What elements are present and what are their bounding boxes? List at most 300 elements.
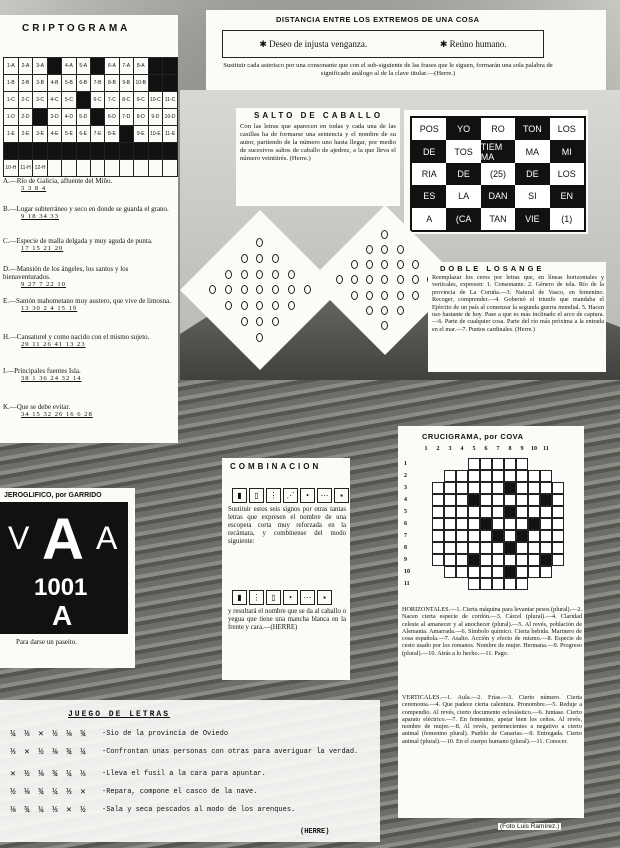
crucigrama-cell[interactable] xyxy=(468,542,480,554)
crucigrama-column-number: 9 xyxy=(520,446,524,452)
criptograma-cell xyxy=(76,160,90,177)
salto-board-cell: LOS xyxy=(550,163,584,185)
combinacion-symbol-box: ▪ xyxy=(317,590,332,605)
losange-cell[interactable] xyxy=(288,270,295,279)
losange-cell[interactable] xyxy=(381,260,388,269)
juego-letras-line xyxy=(6,748,362,757)
combinacion-title: COMBINACION xyxy=(230,462,322,471)
losange-cell[interactable] xyxy=(256,254,263,263)
criptograma-cell: 2-A xyxy=(18,58,33,75)
juego-letras-glyph: ✕ xyxy=(66,805,72,815)
distancia-right-phrase: ✱ Reúno humano. xyxy=(439,38,507,49)
crucigrama-row-number: 5 xyxy=(404,509,407,515)
combinacion-symbol-box: ▯ xyxy=(249,488,264,503)
crucigrama-cell[interactable] xyxy=(480,530,492,542)
crucigrama-cell[interactable] xyxy=(492,578,504,590)
crucigrama-cell[interactable] xyxy=(540,482,552,494)
crucigrama-cell[interactable] xyxy=(444,494,456,506)
crucigrama-cell xyxy=(528,578,540,590)
crucigrama-cell[interactable] xyxy=(516,458,528,470)
crucigrama-cell xyxy=(468,554,480,566)
crucigrama-column-numbers xyxy=(420,446,552,452)
losange-cell[interactable] xyxy=(397,260,404,269)
crucigrama-cell xyxy=(504,506,516,518)
criptograma-clue-text: B.—Lugar subterráneo y seco en donde se guarda el grano. xyxy=(3,205,169,213)
crucigrama-cell xyxy=(528,458,540,470)
crucigrama-cell[interactable] xyxy=(468,530,480,542)
combinacion-symbol-box: • xyxy=(300,488,315,503)
combinacion-symbol-box: ⋮ xyxy=(266,488,281,503)
crucigrama-column-number: 6 xyxy=(484,446,488,452)
crucigrama-cell[interactable] xyxy=(444,506,456,518)
criptograma-cell xyxy=(148,143,163,160)
criptograma-cell: 4-D xyxy=(62,109,76,126)
losange-cell[interactable] xyxy=(288,285,295,294)
losange-cell[interactable] xyxy=(241,254,248,263)
criptograma-cell: 10-H xyxy=(4,160,19,177)
crucigrama-column-number: 3 xyxy=(448,446,452,452)
losange-cell[interactable] xyxy=(397,291,404,300)
crucigrama-cell[interactable] xyxy=(504,578,516,590)
crucigrama-cell[interactable] xyxy=(468,578,480,590)
salto-instructions: Con las letras que aparecen en todas y cada una de las casillas ha de formarse una sentencia y el nombre de su autor, partiendo de la número uno hasta llegar, por medio de sucesivos saltos de caballo de ajedrez, a la que lleva el número veintitrés. (Herre.) xyxy=(240,123,396,162)
crucigrama-cell xyxy=(564,518,576,530)
salto-board-cell: TIEM MA xyxy=(481,140,515,162)
crucigrama-cell[interactable] xyxy=(432,554,444,566)
losange-cell[interactable] xyxy=(256,333,263,342)
crucigrama-cell[interactable] xyxy=(552,554,564,566)
crucigrama-cell xyxy=(420,470,432,482)
losange-cell[interactable] xyxy=(272,301,279,310)
crucigrama-cell[interactable] xyxy=(528,542,540,554)
losange-cell[interactable] xyxy=(225,285,232,294)
criptograma-clue-text: K.—Que se debe evitar. xyxy=(3,403,71,411)
criptograma-cell: 9-C xyxy=(133,92,148,109)
combinacion-text-2: y resultará el nombre que se da al caballo o yegua que tiene una mancha blanca en la frente y cara.—(HERRE) xyxy=(228,608,346,631)
crucigrama-cell[interactable] xyxy=(480,494,492,506)
crucigrama-cell[interactable] xyxy=(456,566,468,578)
juego-letras-glyph: ✕ xyxy=(10,769,16,779)
crucigrama-cell[interactable] xyxy=(540,566,552,578)
crucigrama-cell[interactable] xyxy=(552,506,564,518)
crucigrama-column-number: 7 xyxy=(496,446,500,452)
crucigrama-cell[interactable] xyxy=(516,506,528,518)
criptograma-cell: 4-B xyxy=(47,75,61,92)
crucigrama-cell[interactable] xyxy=(516,518,528,530)
criptograma-clue xyxy=(3,237,173,253)
losange-cell[interactable] xyxy=(351,260,358,269)
crucigrama-cell[interactable] xyxy=(492,458,504,470)
crucigrama-cell[interactable] xyxy=(516,542,528,554)
jeroglifico-panel xyxy=(0,488,135,668)
combinacion-symbol-box: ⋰ xyxy=(283,488,298,503)
juego-letras-glyph: ⅛ xyxy=(52,747,58,757)
juego-letras-clue: -Repara, compone el casco de la nave. xyxy=(102,788,258,796)
crucigrama-cell[interactable] xyxy=(444,554,456,566)
crucigrama-cell[interactable] xyxy=(480,578,492,590)
crucigrama-cell xyxy=(420,506,432,518)
juego-letras-glyph: ½ xyxy=(10,787,16,797)
crucigrama-cell[interactable] xyxy=(504,554,516,566)
crucigrama-column-number: 11 xyxy=(543,446,549,452)
crucigrama-cell[interactable] xyxy=(456,554,468,566)
criptograma-cell xyxy=(163,58,178,75)
criptograma-clue-numbers: 17 15 21 20 xyxy=(21,245,64,252)
salto-board-cell: TON xyxy=(515,118,549,140)
jeroglifico-letter-a-big: A xyxy=(42,507,84,572)
criptograma-cell xyxy=(76,92,90,109)
criptograma-clue-numbers: 13 30 2 4 15 19 xyxy=(21,305,78,312)
criptograma-cell xyxy=(62,160,76,177)
crucigrama-cell[interactable] xyxy=(516,470,528,482)
crucigrama-cell xyxy=(468,494,480,506)
losange-cell[interactable] xyxy=(366,260,373,269)
crucigrama-cell xyxy=(540,554,552,566)
criptograma-cell xyxy=(4,143,19,160)
crucigrama-cell[interactable] xyxy=(468,482,480,494)
crucigrama-cell[interactable] xyxy=(444,566,456,578)
crucigrama-cell[interactable] xyxy=(552,530,564,542)
criptograma-cell: 12-H xyxy=(33,160,48,177)
criptograma-cell: 10-B xyxy=(133,75,148,92)
losange-cell[interactable] xyxy=(412,291,419,300)
salto-board-cell: (CA xyxy=(446,208,480,230)
juego-letras-author: (HERRE) xyxy=(300,828,330,836)
juego-letras-glyph: ½ xyxy=(80,805,86,815)
crucigrama-row-number: 4 xyxy=(404,497,407,503)
crucigrama-cell[interactable] xyxy=(504,458,516,470)
losange-cell[interactable] xyxy=(381,306,388,315)
crucigrama-cell[interactable] xyxy=(468,566,480,578)
crucigrama-cell xyxy=(444,458,456,470)
criptograma-row xyxy=(4,143,178,160)
crucigrama-cell[interactable] xyxy=(540,470,552,482)
crucigrama-cell[interactable] xyxy=(552,494,564,506)
crucigrama-cell[interactable] xyxy=(468,518,480,530)
crucigrama-cell[interactable] xyxy=(528,506,540,518)
crucigrama-cell[interactable] xyxy=(528,530,540,542)
criptograma-cell xyxy=(105,160,119,177)
losange-cell[interactable] xyxy=(241,301,248,310)
criptograma-cell: 5-A xyxy=(76,58,90,75)
criptograma-cell: 4-C xyxy=(47,92,61,109)
juego-letras-glyph: ¼ xyxy=(80,747,86,757)
salto-board-cell: RO xyxy=(481,118,515,140)
photo-credit: (Foto Luis Ramírez.) xyxy=(500,823,560,830)
losange-cell[interactable] xyxy=(366,245,373,254)
crucigrama-cell xyxy=(552,458,564,470)
crucigrama-row-number: 11 xyxy=(404,581,410,587)
juego-letras-symbols xyxy=(6,788,102,797)
losange-cell[interactable] xyxy=(397,306,404,315)
juego-letras-line xyxy=(6,788,362,797)
losange-cell[interactable] xyxy=(241,285,248,294)
crucigrama-cell[interactable] xyxy=(480,554,492,566)
losange-cell[interactable] xyxy=(366,291,373,300)
salto-board-cell: TAN xyxy=(481,208,515,230)
losange-cell[interactable] xyxy=(241,317,248,326)
crucigrama-cell[interactable] xyxy=(528,482,540,494)
crucigrama-cell[interactable] xyxy=(492,542,504,554)
criptograma-cell xyxy=(47,58,61,75)
crucigrama-cell[interactable] xyxy=(432,482,444,494)
jeroglifico-letter-v: V xyxy=(8,520,30,556)
crucigrama-cell xyxy=(540,458,552,470)
crucigrama-cell xyxy=(564,578,576,590)
salto-board-cell: SI xyxy=(515,185,549,207)
losange-cell[interactable] xyxy=(256,285,263,294)
crucigrama-cell[interactable] xyxy=(456,518,468,530)
juego-letras-glyph: ¾ xyxy=(52,769,58,779)
crucigrama-horizontales: HORIZONTALES.—1. Cierta máquina para levantar pesos (plural).—2. Nacen cierta especie de cordón.—3. Cárcel (plural).—4. Claridad celeste al amanecer y al anochecer (plural).—5. Al revés, población de Alemania. Amarrada.—6. Símbolo químico. Cierta bebida. Marinero de cosa española.—7. Asalto. Acción y efecto de mismo.—8. Especie de cesto usado por los romanos. Nombre de mujer. Hermana.—9. Progreso (plural).—10. Atrás a lo hecho.—11. Pago. xyxy=(402,606,582,657)
losange-cell[interactable] xyxy=(366,275,373,284)
criptograma-clue-numbers: 9 27 7 22 10 xyxy=(21,281,66,288)
salto-board-cell: (1) xyxy=(550,208,584,230)
crucigrama-cell[interactable] xyxy=(540,542,552,554)
crucigrama-column-number: 2 xyxy=(436,446,440,452)
juego-letras-glyph: ¾ xyxy=(38,787,44,797)
juego-letras-glyph: ¾ xyxy=(66,747,72,757)
crucigrama-cell xyxy=(420,566,432,578)
criptograma-clue-text: H.—Cansaturel y como nacido con el mismo sujeto. xyxy=(3,333,150,341)
juego-letras-glyph: ½ xyxy=(38,747,44,757)
juego-letras-glyph: ½ xyxy=(24,769,30,779)
losange-cell[interactable] xyxy=(288,301,295,310)
losange-cell[interactable] xyxy=(351,291,358,300)
salto-board-cell: EN xyxy=(550,185,584,207)
crucigrama-cell[interactable] xyxy=(504,530,516,542)
losange-cell[interactable] xyxy=(366,306,373,315)
juego-letras-glyph: ⅓ xyxy=(66,787,72,797)
losange-cell[interactable] xyxy=(397,245,404,254)
criptograma-cell: 1-A xyxy=(4,58,19,75)
crucigrama-cell[interactable] xyxy=(480,566,492,578)
crucigrama-cell xyxy=(540,578,552,590)
crucigrama-cell[interactable] xyxy=(480,458,492,470)
criptograma-clue xyxy=(3,177,173,193)
crucigrama-cell[interactable] xyxy=(528,494,540,506)
crucigrama-cell[interactable] xyxy=(504,494,516,506)
crucigrama-cell xyxy=(432,578,444,590)
crucigrama-cell[interactable] xyxy=(468,458,480,470)
combinacion-symbol-box: ⋯ xyxy=(317,488,332,503)
juego-letras-clue: -Confrontan unas personas con otras para averiguar la verdad. xyxy=(102,748,359,756)
losange-cell[interactable] xyxy=(304,285,311,294)
crucigrama-cell xyxy=(432,470,444,482)
losange-cell[interactable] xyxy=(351,275,358,284)
crucigrama-cell[interactable] xyxy=(516,578,528,590)
losange-cell[interactable] xyxy=(381,321,388,330)
losange-cell[interactable] xyxy=(241,270,248,279)
crucigrama-cell xyxy=(420,494,432,506)
crucigrama-column-number: 8 xyxy=(508,446,512,452)
crucigrama-cell[interactable] xyxy=(480,542,492,554)
crucigrama-cell[interactable] xyxy=(528,470,540,482)
crucigrama-cell[interactable] xyxy=(468,506,480,518)
juego-letras-glyph: ¾ xyxy=(24,805,30,815)
crucigrama-cell[interactable] xyxy=(516,566,528,578)
crucigrama-cell[interactable] xyxy=(492,566,504,578)
crucigrama-cell[interactable] xyxy=(540,518,552,530)
criptograma-clue xyxy=(3,297,173,313)
losange-cell[interactable] xyxy=(336,275,343,284)
crucigrama-cell xyxy=(432,566,444,578)
criptograma-grid xyxy=(3,57,178,177)
combinacion-symbol-box: ⋯ xyxy=(300,590,315,605)
combinacion-text-1: Sustituir estos seis signos por otras tantas letras que expresen el nombre de una escopeta corta muy reforzada en la recámara, y combínense del modo siguiente: xyxy=(228,506,346,545)
losange-cell[interactable] xyxy=(412,260,419,269)
crucigrama-cell xyxy=(564,470,576,482)
losange-cell[interactable] xyxy=(256,270,263,279)
criptograma-cell: 9-B xyxy=(119,75,133,92)
crucigrama-cell[interactable] xyxy=(516,494,528,506)
crucigrama-cell[interactable] xyxy=(516,482,528,494)
crucigrama-cell[interactable] xyxy=(432,542,444,554)
crucigrama-column-number: 5 xyxy=(472,446,476,452)
crucigrama-cell[interactable] xyxy=(552,542,564,554)
jeroglifico-letter-a-bottom: A xyxy=(52,600,73,631)
crucigrama-cell xyxy=(564,542,576,554)
losange-cell[interactable] xyxy=(225,270,232,279)
crucigrama-cell xyxy=(552,578,564,590)
crucigrama-cell[interactable] xyxy=(456,506,468,518)
crucigrama-cell[interactable] xyxy=(456,470,468,482)
criptograma-cell: 2-D xyxy=(18,109,33,126)
criptograma-clue-numbers: 3 3 8 4 xyxy=(21,185,47,192)
criptograma-cell xyxy=(148,160,163,177)
losange-cell[interactable] xyxy=(256,317,263,326)
criptograma-cell: 7-E xyxy=(90,126,104,143)
crucigrama-cell[interactable] xyxy=(468,470,480,482)
juego-letras-glyph: ⅓ xyxy=(24,729,30,739)
criptograma-panel xyxy=(0,15,178,443)
crucigrama-cell[interactable] xyxy=(480,470,492,482)
crucigrama-cell xyxy=(564,506,576,518)
losange-cell[interactable] xyxy=(397,275,404,284)
crucigrama-cell[interactable] xyxy=(456,542,468,554)
criptograma-cell: 11-C xyxy=(163,92,178,109)
juego-letras-glyph: ⅛ xyxy=(10,805,16,815)
criptograma-cell xyxy=(163,75,178,92)
crucigrama-row-number: 9 xyxy=(404,557,407,563)
crucigrama-cell[interactable] xyxy=(432,530,444,542)
crucigrama-cell xyxy=(504,566,516,578)
crucigrama-cell xyxy=(564,554,576,566)
crucigrama-row-number: 3 xyxy=(404,485,407,491)
criptograma-clue-text: E.—Santón mahometano muy austero, que vive de limosna. xyxy=(3,297,171,305)
crucigrama-cell[interactable] xyxy=(540,506,552,518)
criptograma-cell: 6-D xyxy=(105,109,119,126)
criptograma-cell xyxy=(163,143,178,160)
crucigrama-cell[interactable] xyxy=(504,518,516,530)
losange-cell[interactable] xyxy=(272,317,279,326)
salto-board-cell: A xyxy=(412,208,446,230)
criptograma-cell: 8-D xyxy=(133,109,148,126)
salto-board-cell: DE xyxy=(515,163,549,185)
combinacion-symbol-box: ▪ xyxy=(334,488,349,503)
crucigrama-cell[interactable] xyxy=(552,518,564,530)
criptograma-cell xyxy=(47,143,61,160)
crucigrama-row-number: 2 xyxy=(404,473,407,479)
criptograma-cell: 2-B xyxy=(18,75,33,92)
crucigrama-cell[interactable] xyxy=(432,494,444,506)
crucigrama-cell[interactable] xyxy=(444,470,456,482)
crucigrama-cell[interactable] xyxy=(504,470,516,482)
crucigrama-cell[interactable] xyxy=(432,518,444,530)
losange-cell[interactable] xyxy=(209,285,216,294)
salto-board-cell: MA xyxy=(515,140,549,162)
crucigrama-cell[interactable] xyxy=(492,470,504,482)
crucigrama-cell[interactable] xyxy=(456,482,468,494)
criptograma-cell xyxy=(119,126,133,143)
criptograma-clue-numbers: 9 18 34 33 xyxy=(21,213,60,220)
losange-cell[interactable] xyxy=(412,275,419,284)
crucigrama-cell[interactable] xyxy=(480,506,492,518)
crucigrama-cell[interactable] xyxy=(492,554,504,566)
crucigrama-cell[interactable] xyxy=(492,482,504,494)
crucigrama-cell[interactable] xyxy=(492,494,504,506)
criptograma-row xyxy=(4,126,178,143)
criptograma-clue xyxy=(3,403,173,419)
criptograma-cell xyxy=(90,160,104,177)
salto-board-cell: LA xyxy=(446,185,480,207)
crucigrama-cell[interactable] xyxy=(492,518,504,530)
crucigrama-cell[interactable] xyxy=(492,506,504,518)
losange-cell[interactable] xyxy=(272,254,279,263)
crucigrama-cell[interactable] xyxy=(528,554,540,566)
juego-letras-line xyxy=(6,770,362,779)
losange-cell[interactable] xyxy=(256,301,263,310)
salto-board-cell: DE xyxy=(412,140,446,162)
crucigrama-column-number: 1 xyxy=(424,446,428,452)
losange-cell[interactable] xyxy=(272,270,279,279)
losange-cell[interactable] xyxy=(381,291,388,300)
criptograma-cell: 3-D xyxy=(47,109,61,126)
crucigrama-cell xyxy=(456,458,468,470)
losange-cell[interactable] xyxy=(381,275,388,284)
criptograma-title: CRIPTOGRAMA xyxy=(22,23,131,34)
crucigrama-cell[interactable] xyxy=(552,482,564,494)
juego-letras-symbols xyxy=(6,748,102,757)
losange-cell[interactable] xyxy=(256,238,263,247)
losange-cell[interactable] xyxy=(381,230,388,239)
crucigrama-cell[interactable] xyxy=(432,506,444,518)
crucigrama-cell[interactable] xyxy=(444,530,456,542)
crucigrama-cell[interactable] xyxy=(516,554,528,566)
crucigrama-cell[interactable] xyxy=(444,482,456,494)
crucigrama-cell[interactable] xyxy=(456,530,468,542)
losange-cell[interactable] xyxy=(225,301,232,310)
crucigrama-cell[interactable] xyxy=(456,494,468,506)
crucigrama-cell[interactable] xyxy=(444,542,456,554)
criptograma-cell: 6-A xyxy=(105,58,119,75)
losange-cell[interactable] xyxy=(272,285,279,294)
crucigrama-cell[interactable] xyxy=(480,482,492,494)
criptograma-cell: 7-A xyxy=(119,58,133,75)
salto-board-cell: DE xyxy=(446,163,480,185)
juego-letras-glyph: ¼ xyxy=(38,805,44,815)
crucigrama-cell[interactable] xyxy=(540,530,552,542)
crucigrama-cell[interactable] xyxy=(528,566,540,578)
crucigrama-cell[interactable] xyxy=(444,518,456,530)
losange-cell[interactable] xyxy=(381,245,388,254)
crucigrama-row-number: 7 xyxy=(404,533,407,539)
juego-letras-glyph: ✕ xyxy=(80,787,86,797)
crucigrama-cell xyxy=(420,554,432,566)
criptograma-cell: 3-B xyxy=(33,75,48,92)
criptograma-clue-text: C.—Especie de malla delgada y muy aguda de punta. xyxy=(3,237,153,245)
criptograma-cell: 11-H xyxy=(18,160,33,177)
